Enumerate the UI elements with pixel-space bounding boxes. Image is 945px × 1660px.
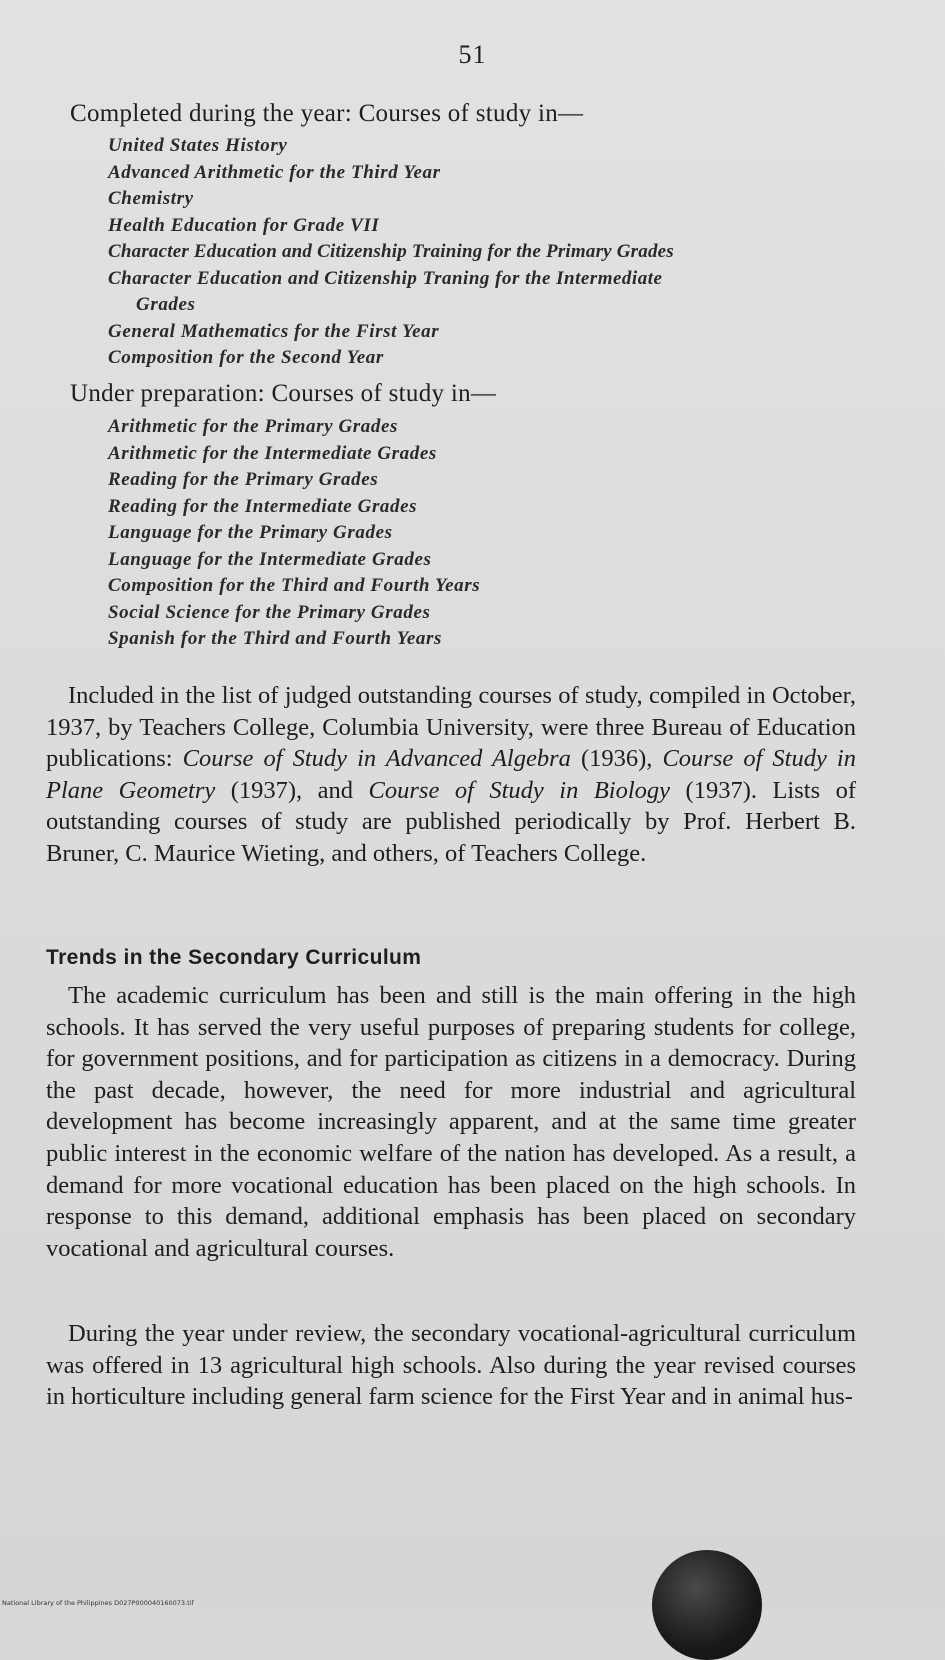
list-item: Character Education and Citizenship Training for the Primary Grades [108, 241, 674, 262]
paragraph-academic-curriculum: The academic curriculum has been and still is the main offering in the high schools. It has served the very useful purposes of preparing students for college, for government positions, and for participation as citizens in a democracy. During the past decade, however, the need for more industrial and agricultural development has become increasingly apparent, and at the same time greater public interest in the economic welfare of the nation has developed. As a result, a demand for more vocational education has been placed on the high schools. In response to this demand, additional emphasis has been placed on secondary vocational and agricultural courses. [46, 982, 856, 1262]
list-item: Composition for the Second Year [108, 347, 384, 368]
paragraph-vocational-agricultural: During the year under review, the secondary vocational-agricultural curriculum was offered in 13 agricultural high schools. Also during the year revised courses in horticulture including general farm science for the First Year and in animal hus- [46, 1320, 856, 1411]
completed-course-list [108, 133, 868, 372]
list-item: Advanced Arithmetic for the Third Year [108, 161, 441, 183]
publication-title: Course of Study in Plane Geometry [46, 745, 856, 804]
completed-heading: Completed during the year: Courses of study in— [70, 100, 584, 127]
under-preparation-heading: Under preparation: Courses of study in— [70, 380, 497, 407]
list-item: United States History [108, 135, 288, 156]
paragraph-outstanding-courses: Included in the list of judged outstanding courses of study, compiled in October, 1937, by Teachers College, Columbia University, were three Bureau of Education publications: Course of Study in Advanced Algebra (1936), Course of Study in Plane Geometry (1937), and Course of Study in Biology (1937). Lists of outstanding courses of study are published periodically by Prof. Herbert B. Bruner, C. Maurice Wieting, and others, of Teachers College. [46, 682, 857, 867]
publication-title: Course of Study in Biology [368, 776, 671, 804]
scan-footer-note: National Library of the Philippines D027P000040160073.tif [2, 1599, 194, 1607]
under-preparation-course-list [108, 414, 868, 653]
list-item: Arithmetic for the Primary Grades [108, 416, 399, 437]
list-item: Reading for the Intermediate Grades [108, 495, 418, 517]
list-item-continuation: Grades [136, 294, 196, 315]
list-item: Chemistry [108, 188, 194, 209]
list-item: Spanish for the Third and Fourth Years [108, 628, 442, 649]
scan-artifact [652, 1550, 762, 1660]
list-item: Health Education for Grade VII [108, 214, 380, 236]
list-item: Character Education and Citizenship Traning for the Intermediate [108, 267, 663, 289]
list-item: Arithmetic for the Intermediate Grades [108, 442, 437, 464]
list-item: Reading for the Primary Grades [108, 469, 379, 490]
list-item: General Mathematics for the First Year [108, 320, 440, 342]
list-item: Language for the Intermediate Grades [108, 548, 432, 570]
publication-title: Course of Study in Advanced Algebra [182, 745, 571, 773]
list-item: Composition for the Third and Fourth Years [108, 575, 481, 596]
section-subheading: Trends in the Secondary Curriculum [46, 946, 422, 969]
page-number: 51 [458, 40, 487, 69]
list-item: Language for the Primary Grades [108, 522, 393, 543]
list-item: Social Science for the Primary Grades [108, 601, 431, 623]
